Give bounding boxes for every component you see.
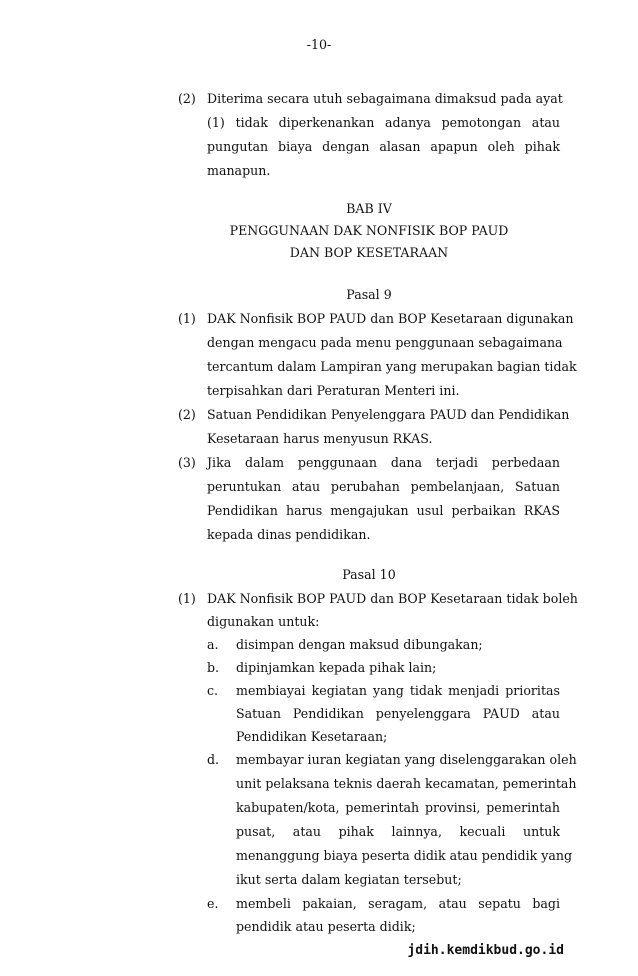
list-letter: b.: [207, 660, 220, 675]
list-item-line: pendidik atau peserta didik;: [236, 919, 416, 934]
list-letter: c.: [207, 683, 219, 698]
footer-website: jdih.kemdikbud.go.id: [407, 943, 564, 958]
paragraph-line: peruntukan atau perubahan pembelanjaan, Satuan: [207, 479, 560, 494]
paragraph-line: (1) tidak diperkenankan adanya pemotongan atau: [207, 115, 560, 130]
paragraph-line: DAK Nonfisik BOP PAUD dan BOP Kesetaraan digunakan: [207, 311, 574, 326]
list-item-line: dipinjamkan kepada pihak lain;: [236, 660, 437, 675]
list-letter: a.: [207, 637, 219, 652]
paragraph-line: digunakan untuk:: [207, 614, 320, 629]
paragraph-line: pungutan biaya dengan alasan apapun oleh pihak: [207, 139, 560, 154]
paragraph-line: Diterima secara utuh sebagaimana dimaksud pada ayat: [207, 91, 563, 106]
page-number: -10-: [306, 37, 332, 52]
list-item-line: kabupaten/kota, pemerintah provinsi, pemerintah: [236, 800, 560, 815]
paragraph-line: terpisahkan dari Peraturan Menteri ini.: [207, 383, 460, 398]
paragraph-number: (1): [178, 311, 196, 326]
list-item-line: disimpan dengan maksud dibungakan;: [236, 637, 483, 652]
chapter-heading: BAB IV: [346, 201, 392, 216]
list-item-line: menanggung biaya peserta didik atau pendidik yang: [236, 848, 573, 863]
paragraph-number: (3): [178, 455, 196, 470]
paragraph-line: Satuan Pendidikan Penyelenggara PAUD dan Pendidikan: [207, 407, 570, 422]
list-letter: d.: [207, 752, 220, 767]
list-item-line: unit pelaksana teknis daerah kecamatan, pemerintah: [236, 776, 577, 791]
list-item-line: membiayai kegiatan yang tidak menjadi prioritas: [236, 683, 560, 698]
list-item-line: membeli pakaian, seragam, atau sepatu bagi: [236, 896, 560, 911]
paragraph-number: (2): [178, 91, 196, 106]
chapter-title: PENGGUNAAN DAK NONFISIK BOP PAUD: [229, 223, 509, 238]
paragraph-line: tercantum dalam Lampiran yang merupakan bagian tidak: [207, 359, 577, 374]
paragraph-line: Pendidikan harus mengajukan usul perbaikan RKAS: [207, 503, 560, 518]
paragraph-line: Jika dalam penggunaan dana terjadi perbedaan: [207, 455, 560, 470]
list-item-line: membayar iuran kegiatan yang diselenggarakan oleh: [236, 752, 577, 767]
paragraph-line: DAK Nonfisik BOP PAUD dan BOP Kesetaraan tidak boleh: [207, 591, 578, 606]
paragraph-line: manapun.: [207, 163, 271, 178]
list-item-line: Pendidikan Kesetaraan;: [236, 729, 388, 744]
paragraph-line: Kesetaraan harus menyusun RKAS.: [207, 431, 433, 446]
paragraph-line: kepada dinas pendidikan.: [207, 527, 371, 542]
paragraph-number: (1): [178, 591, 196, 606]
list-item-line: ikut serta dalam kegiatan tersebut;: [236, 872, 462, 887]
article-heading: Pasal 10: [342, 567, 396, 582]
list-item-line: Satuan Pendidikan penyelenggara PAUD atau: [236, 706, 560, 721]
list-item-line: pusat, atau pihak lainnya, kecuali untuk: [236, 824, 560, 839]
paragraph-line: dengan mengacu pada menu penggunaan sebagaimana: [207, 335, 563, 350]
paragraph-number: (2): [178, 407, 196, 422]
list-letter: e.: [207, 896, 219, 911]
chapter-title: DAN BOP KESETARAAN: [289, 245, 449, 260]
article-heading: Pasal 9: [346, 287, 392, 302]
